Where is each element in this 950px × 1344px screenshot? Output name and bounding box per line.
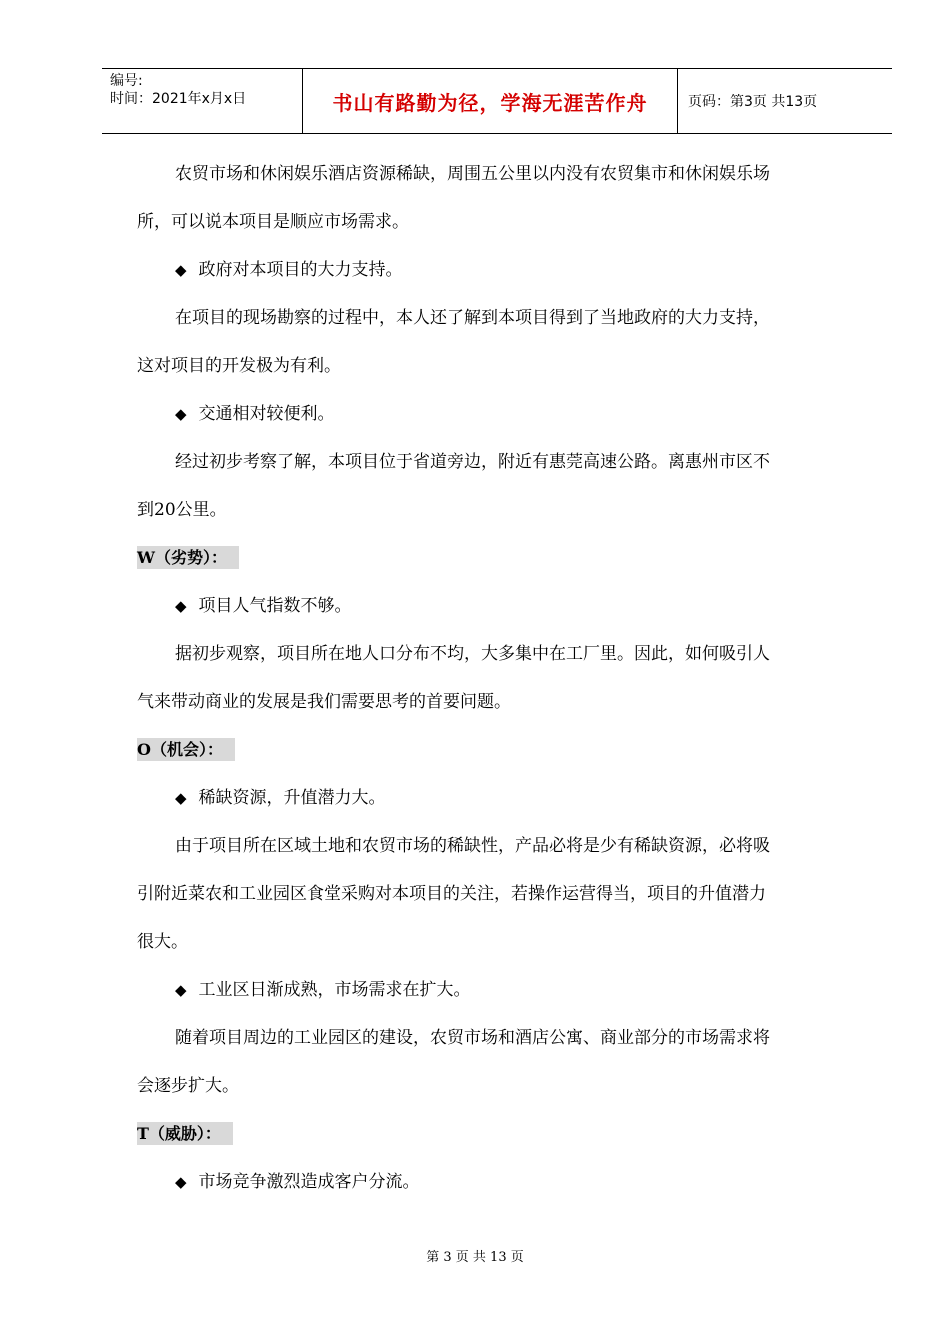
bullet-text: 项目人气指数不够。	[198, 596, 352, 616]
header-page-info: 页码：第3页 共13页	[688, 94, 818, 110]
paragraph: 经过初步考察了解，本项目位于省道旁边，附近有惠莞高速公路。离惠州市区不	[175, 452, 770, 472]
paragraph: 随着项目周边的工业园区的建设，农贸市场和酒店公寓、商业部分的市场需求将	[175, 1028, 770, 1048]
time-label: 时间：2021年x月x日	[110, 91, 247, 107]
bullet-item	[137, 774, 862, 822]
heading-text: T（威胁）：	[137, 1122, 233, 1145]
page-footer: 第 3 页 共 13 页	[426, 1250, 524, 1265]
header-meta	[102, 69, 303, 133]
bullet-item	[137, 582, 862, 630]
diamond-bullet-icon: ◆	[175, 405, 187, 423]
document-body	[137, 150, 862, 1206]
bullet-text: 稀缺资源，升值潜力大。	[198, 788, 386, 808]
bullet-item	[137, 966, 862, 1014]
paragraph: 这对项目的开发极为有利。	[137, 356, 341, 376]
diamond-bullet-icon: ◆	[175, 1173, 187, 1191]
paragraph: 据初步观察，项目所在地人口分布不均，大多集中在工厂里。因此，如何吸引人	[175, 644, 770, 664]
section-heading-threat	[137, 1110, 862, 1158]
bullet-text: 工业区日渐成熟，市场需求在扩大。	[198, 980, 471, 1000]
paragraph: 会逐步扩大。	[137, 1076, 239, 1096]
section-heading-weakness	[137, 534, 862, 582]
diamond-bullet-icon: ◆	[175, 789, 187, 807]
bullet-item	[137, 1158, 862, 1206]
section-heading-opportunity	[137, 726, 862, 774]
paragraph: 引附近菜农和工业园区食堂采购对本项目的关注，若操作运营得当，项目的升值潜力	[137, 884, 766, 904]
heading-text: O（机会）：	[137, 738, 235, 761]
paragraph: 在项目的现场勘察的过程中，本人还了解到本项目得到了当地政府的大力支持，	[175, 308, 770, 328]
paragraph: 到20公里。	[137, 500, 227, 520]
bullet-text: 政府对本项目的大力支持。	[198, 260, 403, 280]
bullet-text: 交通相对较便利。	[198, 404, 335, 424]
page-header	[102, 68, 892, 134]
bullet-item	[137, 246, 862, 294]
header-slogan: 书山有路勤为径，学海无涯苦作舟	[303, 69, 678, 133]
bullet-text: 市场竞争激烈造成客户分流。	[198, 1172, 420, 1192]
diamond-bullet-icon: ◆	[175, 981, 187, 999]
paragraph: 所，可以说本项目是顺应市场需求。	[137, 212, 409, 232]
paragraph: 由于项目所在区域土地和农贸市场的稀缺性，产品必将是少有稀缺资源，必将吸	[175, 836, 770, 856]
paragraph: 农贸市场和休闲娱乐酒店资源稀缺，周围五公里以内没有农贸集市和休闲娱乐场	[175, 164, 770, 184]
number-label: 编号:	[110, 73, 143, 89]
bullet-item	[137, 390, 862, 438]
paragraph: 气来带动商业的发展是我们需要思考的首要问题。	[137, 692, 511, 712]
paragraph: 很大。	[137, 932, 188, 952]
diamond-bullet-icon: ◆	[175, 597, 187, 615]
heading-text: W（劣势）：	[137, 546, 239, 569]
diamond-bullet-icon: ◆	[175, 261, 187, 279]
